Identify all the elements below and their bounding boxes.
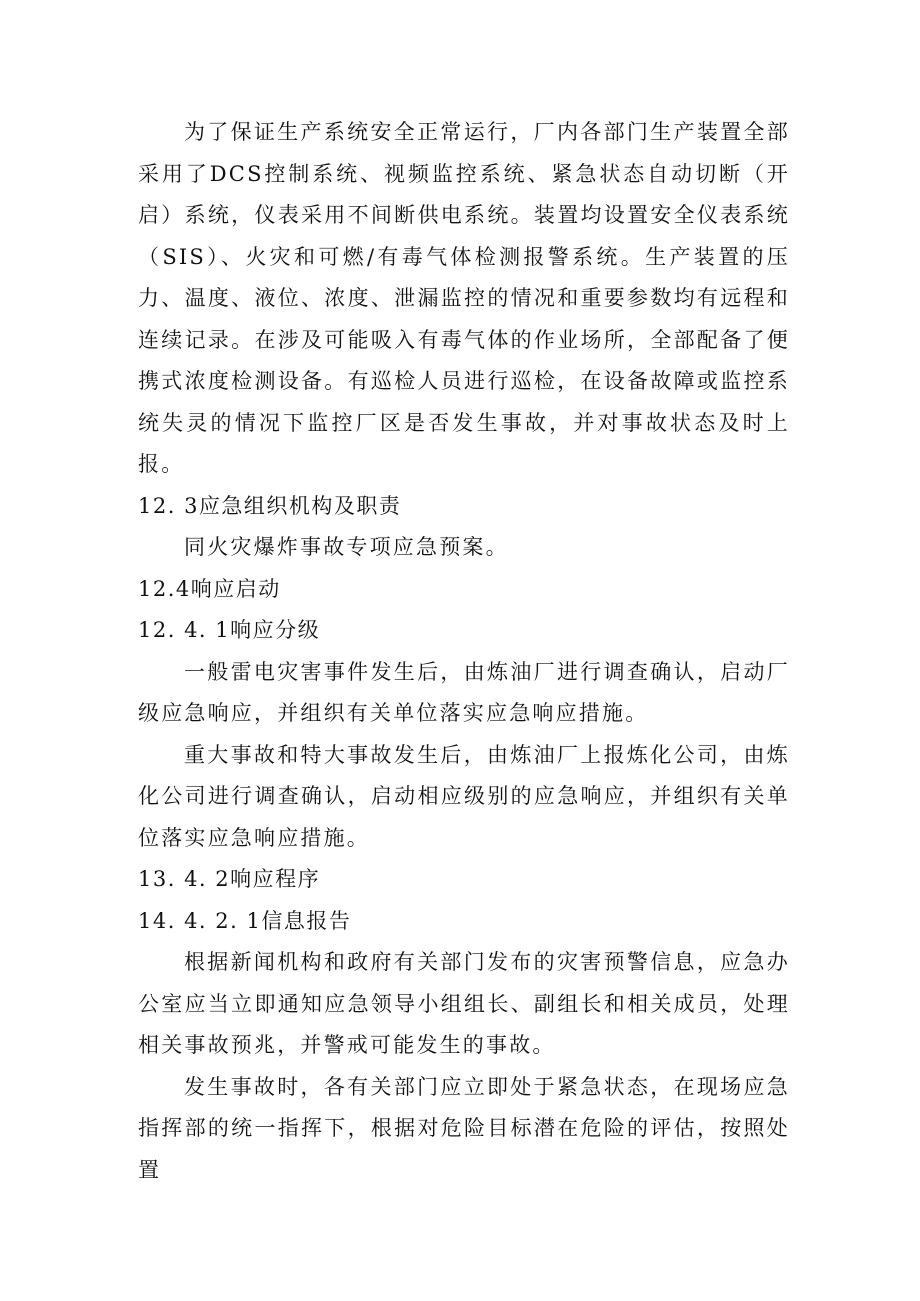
paragraph-emergency-state: 发生事故时，各有关部门应立即处于紧急状态，在现场应急指挥部的统一指挥下，根据对危险目标潜在危险的评估，按照处置 — [138, 1074, 790, 1182]
heading-12-3: 12. 3应急组织机构及职责 — [138, 493, 402, 518]
document-body — [138, 112, 790, 1191]
heading-12-4-1: 12. 4. 1响应分级 — [138, 618, 321, 642]
heading-12-4: 12.4响应启动 — [138, 576, 281, 601]
paragraph-major-accidents: 重大事故和特大事故发生后，由炼油厂上报炼化公司，由炼化公司进行调查确认，启动相应级别的应急响应，并组织有关单位落实应急响应措施。 — [138, 742, 790, 850]
paragraph-general-lightning: 一般雷电灾害事件发生后，由炼油厂进行调查确认，启动厂级应急响应，并组织有关单位落实应急响应措施。 — [138, 659, 790, 725]
paragraph-warning-info: 根据新闻机构和政府有关部门发布的灾害预警信息，应急办公室应当立即通知应急领导小组组长、副组长和相关成员，处理相关事故预兆，并警戒可能发生的事故。 — [138, 950, 790, 1057]
heading-14-4-2-1: 14. 4. 2. 1信息报告 — [138, 908, 352, 933]
paragraph-same-as-fire-plan: 同火灾爆炸事故专项应急预案。 — [184, 535, 509, 559]
paragraph-monitoring-systems: 为了保证生产系统安全正常运行，厂内各部门生产装置全部采用了DCS控制系统、视频监控系统、紧急状态自动切断（开启）系统，仪表采用不间断供电系统。装置均设置安全仪表系统（SIS）、火灾和可燃/有毒气体检测报警系统。生产装置的压力、温度、液位、浓度、泄漏监控的情况和重要参数均有远程和连续记录。在涉及可能吸入有毒气体的作业场所，全部配备了便携式浓度检测设备。有巡检人员进行巡检，在设备故障或监控系统失灵的情况下监控厂区是否发生事故，并对事故状态及时上报。 — [138, 120, 790, 476]
heading-13-4-2: 13. 4. 2响应程序 — [138, 867, 321, 891]
